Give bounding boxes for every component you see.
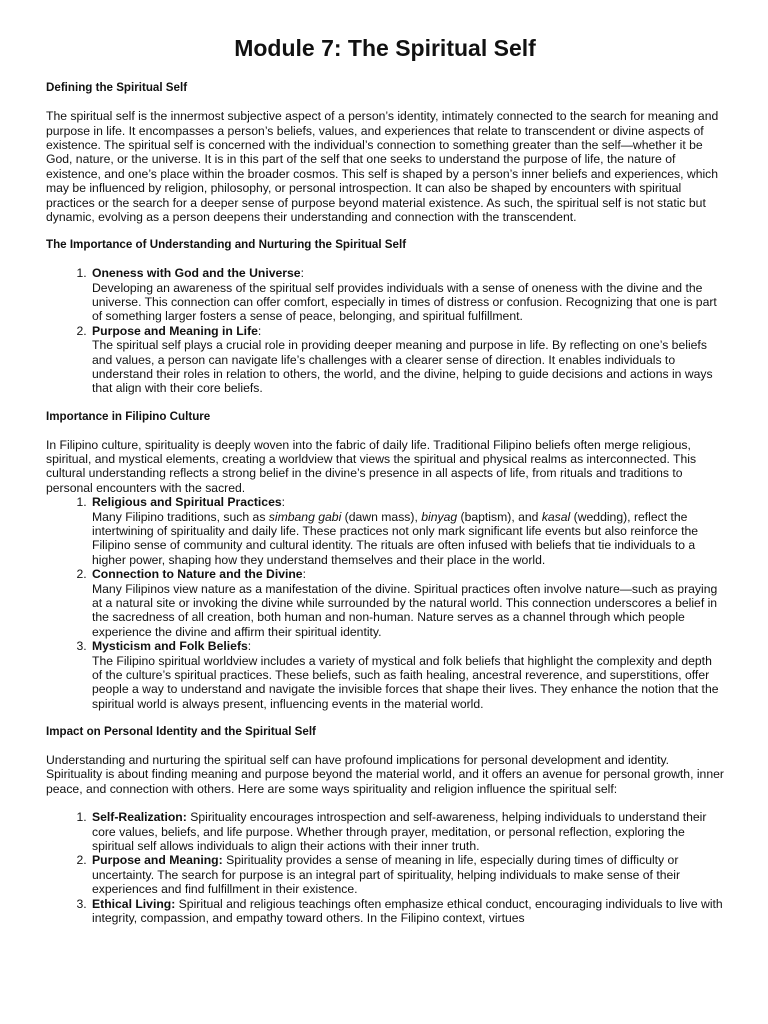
section-heading-importance: The Importance of Understanding and Nurturing the Spiritual Self (46, 238, 407, 252)
section-heading-impact: Impact on Personal Identity and the Spiritual Self (46, 725, 316, 739)
item-body-inline: Spiritual and religious teachings often emphasize ethical conduct, encouraging individuals to live with integrity, compassion, and empathy toward others. In the Filipino context, virtues (92, 896, 723, 925)
body-text: (wedding), reflect the intertwining of spirituality and daily life. These practices not only mark significant life events but also reinforce the Filipino sense of community and cultural identity. The rituals are often infused with beliefs that tie individuals to a higher power, shaping how they understand themselves and their place in the world. (92, 509, 699, 567)
paragraph-filipino: In Filipino culture, spirituality is deeply woven into the fabric of daily life. Traditional Filipino beliefs often merge religious, spiritual, and mystical elements, creating a worldview that views the spiritual and physical realms as interconnected. This cultural understanding reflects a strong belief in the divine’s presence in all aspects of life, from rituals and traditions to personal encounters with the sacred. (46, 437, 697, 495)
list-item (90, 810, 724, 853)
filipino-list (46, 495, 724, 711)
item-title: Ethical Living: (92, 896, 176, 911)
list-item (90, 266, 724, 324)
item-title: Religious and Spiritual Practices (92, 495, 282, 510)
term-binyag: binyag (421, 509, 458, 524)
item-title: Self-Realization: (92, 810, 187, 825)
list-item (90, 853, 724, 896)
item-title: Purpose and Meaning: (92, 853, 223, 868)
list-item (90, 495, 724, 567)
impact-list (46, 810, 724, 925)
page-title: Module 7: The Spiritual Self (234, 35, 536, 61)
item-separator: : (281, 495, 286, 510)
list-item (90, 897, 724, 926)
item-separator: : (302, 567, 306, 582)
item-title: Oneness with God and the Universe (92, 266, 301, 281)
item-body (92, 510, 724, 568)
section-heading-defining: Defining the Spiritual Self (46, 81, 188, 95)
term-kasal: kasal (541, 509, 571, 524)
paragraph-defining: The spiritual self is the innermost subjective aspect of a person’s identity, intimately connected to the search for meaning and purpose in life. It encompasses a person’s beliefs, values, and experiences that relate to transcendent or divine aspects of existence. The spiritual self is concerned with the individual’s connection to something greater than the self—whether it be God, nature, or the universe. It is in this part of the self that one seeks to understand the purpose of life, the nature of existence, and one’s place within the broader cosmos. This self is shaped by a person’s inner beliefs and experiences, which may be influenced by religion, philosophy, or personal introspection. It can also be shaped by encounters with spiritual practices or the search for a deeper sense of purpose beyond material existence. As such, the spiritual self is not static but dynamic, evolving as a person deepens their understanding and connection with the transcendent. (46, 109, 719, 224)
importance-list (46, 266, 724, 396)
item-separator: : (257, 323, 262, 338)
item-title: Mysticism and Folk Beliefs (92, 639, 248, 654)
item-body: Developing an awareness of the spiritual self provides individuals with a sense of oneness with the divine and the universe. This connection can offer comfort, especially in times of distress or confusion. Recognizing that one is part of something larger fosters a sense of peace, belonging, and spiritual fulfillment. (92, 280, 717, 324)
item-separator: : (300, 266, 304, 281)
term-simbang-gabi: simbang gabi (268, 509, 342, 524)
list-item (90, 324, 724, 396)
item-separator: : (247, 639, 252, 654)
item-body-inline: Spirituality provides a sense of meaning in life, especially during times of difficulty or uncertainty. The search for purpose is an integral part of spirituality, helping individuals to make sense of their experiences and find fulfillment in their existence. (92, 853, 681, 897)
section-heading-filipino: Importance in Filipino Culture (46, 409, 211, 423)
item-body: Many Filipinos view nature as a manifestation of the divine. Spiritual practices often involve nature—such as praying at a natural site or invoking the divine while surrounded by the natural world. This connection underscores a belief in the sacredness of all creation, both human and non-human. Nature serves as a channel through which people experience the divine and affirm their spiritual identity. (92, 581, 718, 639)
item-title: Purpose and Meaning in Life (92, 323, 258, 338)
paragraph-impact: Understanding and nurturing the spiritual self can have profound implications for personal development and identity. Spirituality is about finding meaning and purpose beyond the material world, and it offers an avenue for personal growth, inner peace, and connection with others. Here are some ways spirituality and religion influence the spiritual self: (46, 752, 724, 796)
item-title: Connection to Nature and the Divine (92, 567, 303, 582)
body-text: (dawn mass), (341, 509, 422, 524)
item-body-inline: Spirituality encourages introspection and self-awareness, helping individuals to understand their core values, beliefs, and life purpose. Whether through prayer, meditation, or personal reflection, exploring the spiritual self allows individuals to align their actions with their inner truth. (92, 810, 707, 853)
body-text: (baptism), and (457, 509, 542, 524)
item-body: The spiritual self plays a crucial role in providing deeper meaning and purpose in life. By reflecting on one’s beliefs and values, a person can navigate life’s challenges with a clearer sense of direction. It enables individuals to understand their roles in relation to others, the world, and the divine, helping to guide decisions and actions in ways that align with their core beliefs. (92, 338, 713, 396)
item-body: The Filipino spiritual worldview includes a variety of mystical and folk beliefs that highlight the complexity and depth of the culture’s spiritual practices. These beliefs, such as faith healing, ancestral reverence, and superstitions, offer people a way to understand and navigate the invisible forces that shape their lives. They enhance the notion that the spiritual world is always present, influencing events in the material world. (92, 653, 719, 711)
body-text: Many Filipino traditions, such as (92, 509, 269, 524)
list-item (90, 639, 724, 711)
list-item (90, 567, 724, 639)
